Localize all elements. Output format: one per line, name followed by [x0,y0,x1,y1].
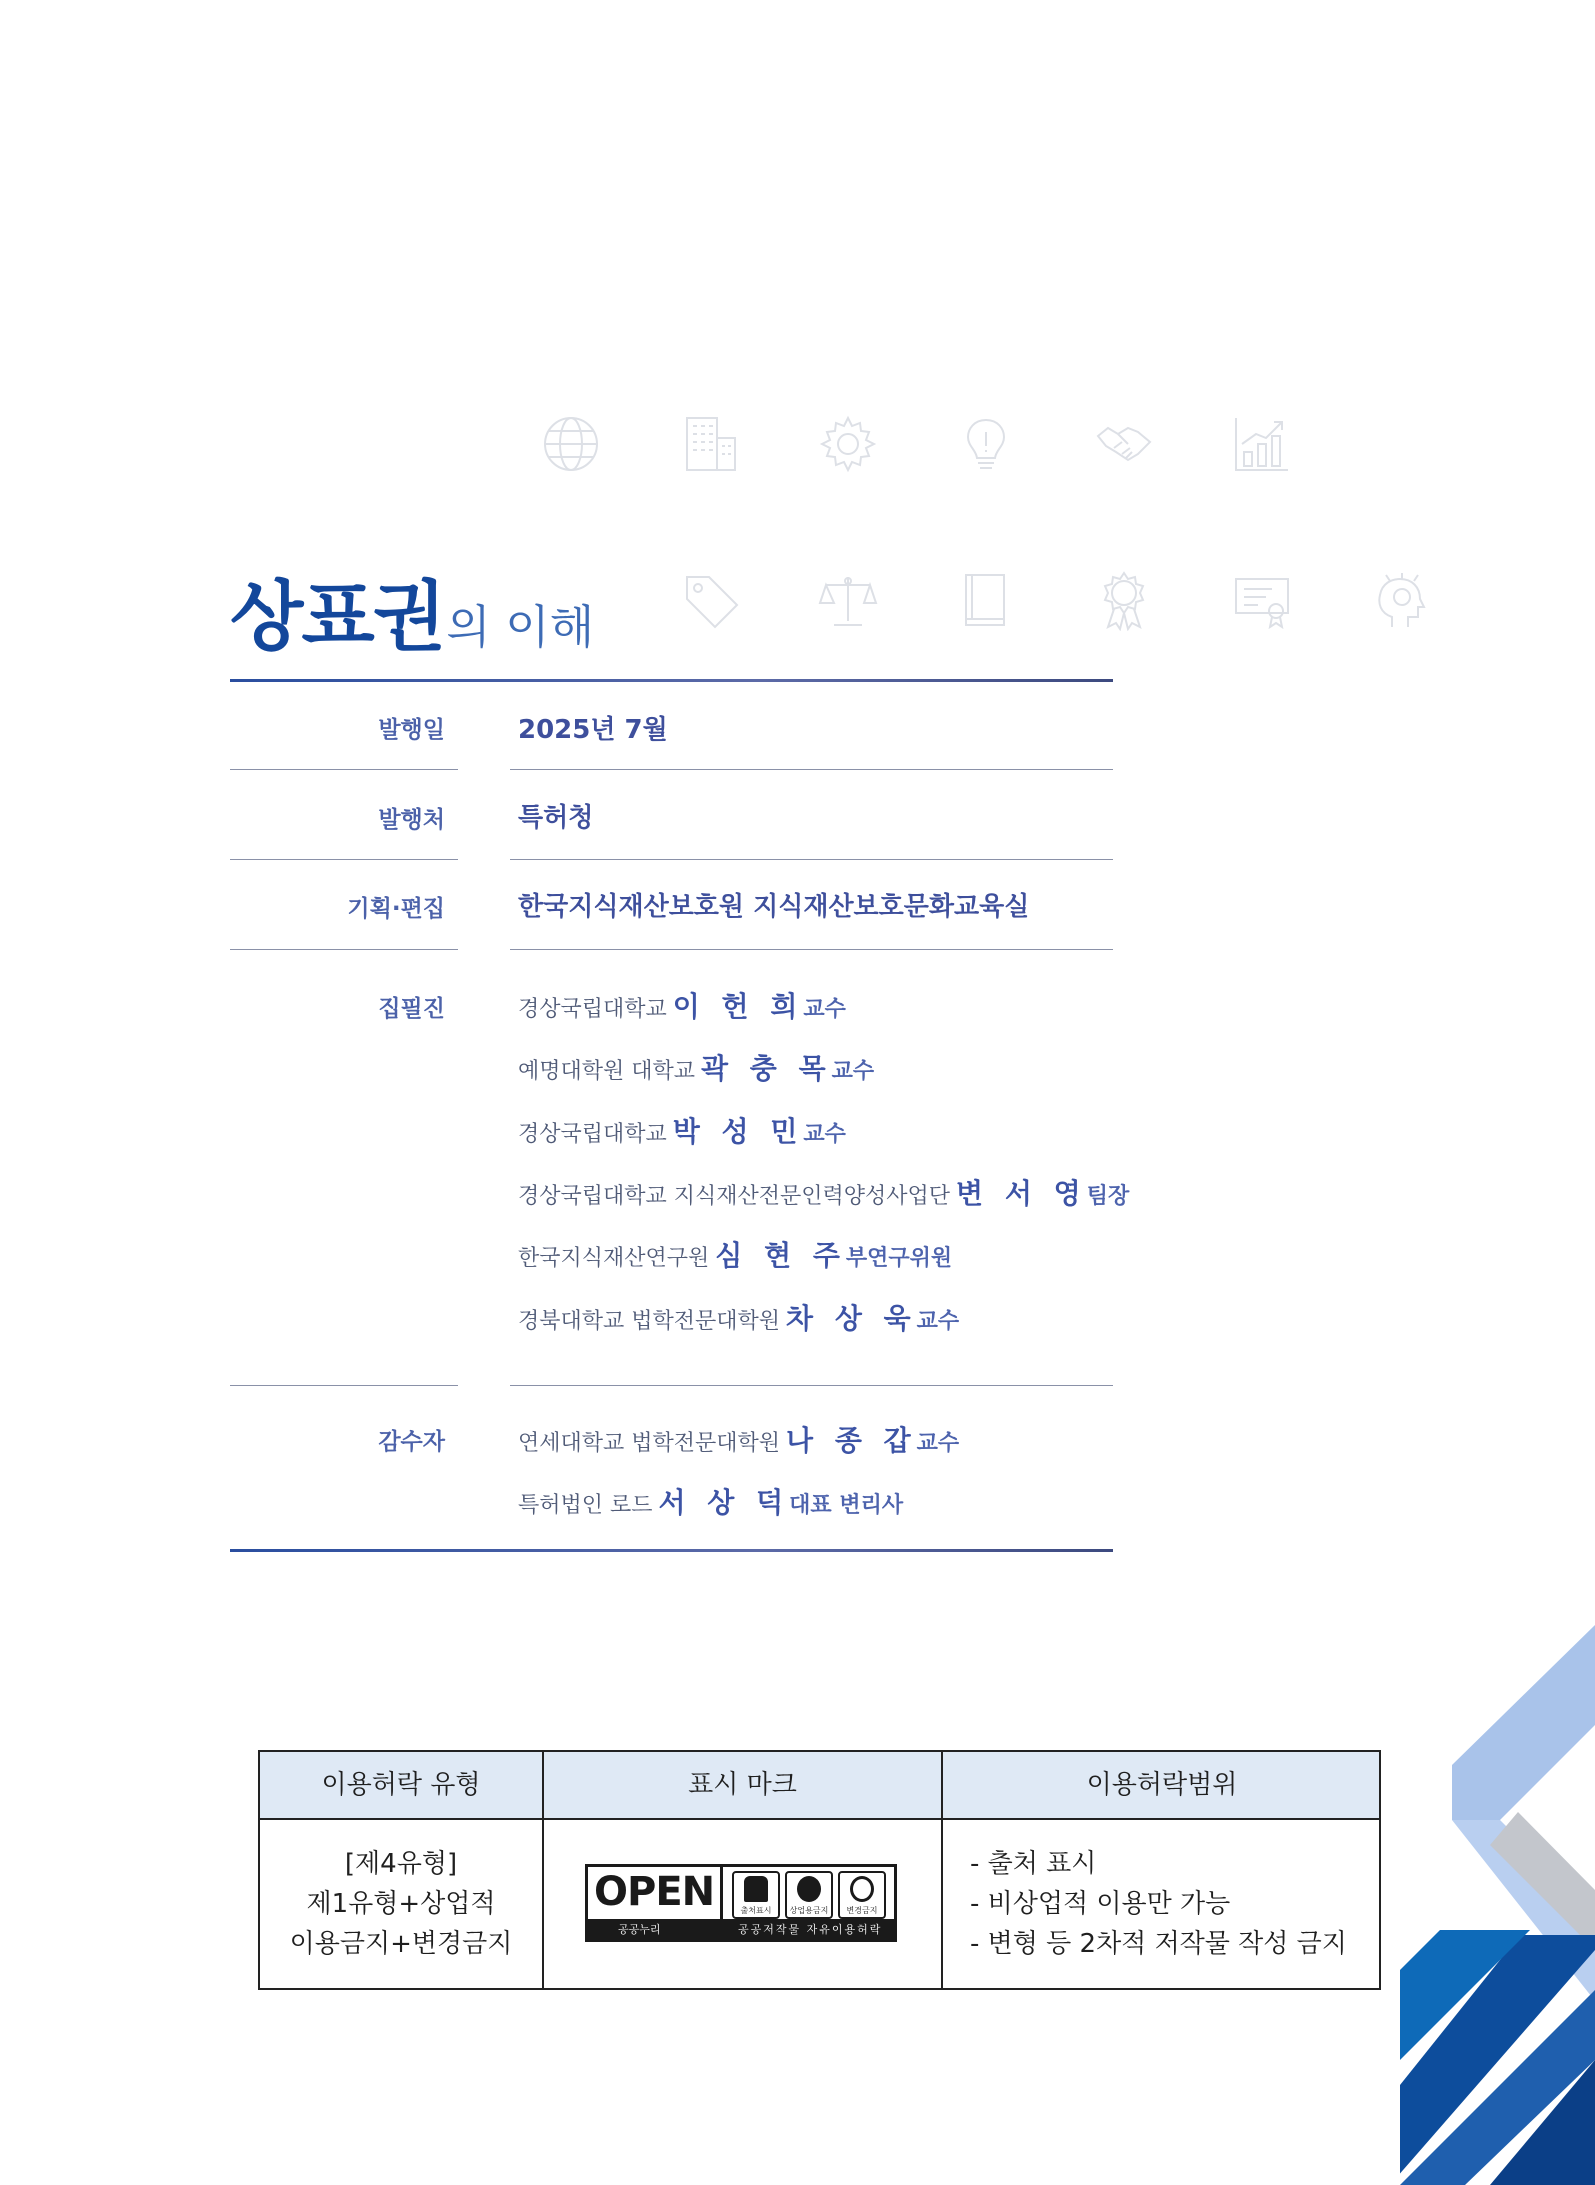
badge-right-caption: 공공저작물 자유이용허락 [738,1923,883,1936]
divider [230,769,458,770]
book-icon [956,571,1016,631]
tag-icon [681,571,741,631]
certificate-icon [1232,571,1292,631]
publisher-value: 특허청 [518,803,594,833]
author-name: 박 성 민 [672,1115,804,1148]
non-commercial-caption: 상업용금지 [789,1906,829,1915]
author-title: 교수 [803,997,846,1022]
reviewer-name: 서 상 덕 [658,1486,790,1519]
lightbulb-icon [956,414,1016,474]
author-org: 예명대학원 대학교 [518,1059,696,1084]
author-title: 교수 [916,1309,960,1334]
divider [230,949,458,950]
header-mark: 표시 마크 [688,1770,797,1800]
author-org: 경북대학교 법학전문대학원 [518,1309,781,1334]
attribution-caption: 출처표시 [740,1906,772,1915]
author-org: 한국지식재산연구원 [518,1246,710,1271]
head-idea-icon [1370,571,1430,631]
planning-label: 기획·편집 [347,896,445,922]
license-type-cell [260,1844,542,1964]
header-type: 이용허락 유형 [321,1770,481,1800]
license-range-line: - 비상업적 이용만 가능 [970,1889,1231,1919]
non-commercial-icon [785,1871,833,1919]
title-sub: 의 이해 [446,600,595,654]
license-type-line: 이용금지+변경금지 [289,1929,513,1959]
license-range-line: - 변형 등 2차적 저작물 작성 금지 [970,1929,1347,1959]
author-name: 변 서 영 [956,1177,1087,1210]
badge-left-caption: 공공누리 [618,1923,661,1936]
scales-icon [818,571,878,631]
author-org: 경상국립대학교 지식재산전문인력양성사업단 [518,1184,951,1209]
divider [510,769,1113,770]
divider [510,1385,1113,1386]
attribution-icon [732,1871,780,1919]
globe-icon [541,414,601,474]
reviewer-name: 나 종 갑 [786,1424,917,1457]
badge-divider [720,1867,723,1923]
license-type-line: 제1유형+상업적 [306,1889,496,1919]
title-main: 상표권 [230,572,445,661]
author-title: 팀장 [1086,1184,1130,1209]
author-name: 이 헌 희 [672,990,804,1023]
author-name: 곽 충 목 [701,1052,832,1085]
author-title: 교수 [831,1059,875,1084]
author-entry [518,985,846,1025]
reviewer-title: 교수 [916,1431,960,1456]
license-type-line: [제4유형] [344,1849,458,1879]
license-range-cell [970,1844,1347,1964]
handshake-icon [1094,414,1154,474]
open-wordmark: OPEN [594,1869,715,1915]
divider [230,1385,458,1386]
reviewer-org: 연세대학교 법학전문대학원 [518,1431,781,1456]
author-title: 교수 [803,1122,846,1147]
corner-stripe-light [1452,1625,1595,1820]
author-entry [518,1172,1129,1212]
author-entry [518,1110,846,1150]
table-bottom-rule [230,1549,1113,1552]
growth-chart-icon [1232,414,1292,474]
reviewer-title: 대표 변리사 [789,1493,904,1518]
publisher-label: 발행처 [378,807,445,833]
author-title: 부연구위원 [845,1246,953,1271]
header-range: 이용허락범위 [1086,1770,1238,1800]
author-entry [518,1297,959,1337]
author-entry [518,1047,874,1087]
table-top-rule [230,679,1113,682]
award-icon [1094,571,1154,631]
publish-date-label: 발행일 [378,717,445,743]
reviewer-org: 특허법인 로드 [518,1493,653,1518]
planning-value: 한국지식재산보호원 지식재산보호문화교육실 [518,892,1030,922]
author-name: 차 상 욱 [786,1302,917,1335]
author-org: 경상국립대학교 [518,997,667,1022]
no-derivatives-icon [838,1871,886,1919]
divider [510,859,1113,860]
gear-icon [818,414,878,474]
author-entry [518,1234,952,1274]
license-range-line: - 출처 표시 [970,1849,1097,1879]
authors-label: 집필진 [378,996,445,1022]
reviewers-label: 감수자 [378,1429,445,1455]
reviewer-entry [518,1481,903,1521]
author-org: 경상국립대학교 [518,1122,667,1147]
page-title [230,556,594,665]
corner-decoration [1400,1620,1595,2185]
divider [230,859,458,860]
license-table [258,1750,1381,1990]
building-icon [681,414,741,474]
publish-date-value: 2025년 7월 [518,715,668,745]
author-name: 심 현 주 [715,1239,846,1272]
kogl-open-badge [585,1864,897,1942]
no-derivatives-caption: 변경금지 [846,1906,878,1915]
reviewer-entry [518,1419,959,1459]
divider [510,949,1113,950]
